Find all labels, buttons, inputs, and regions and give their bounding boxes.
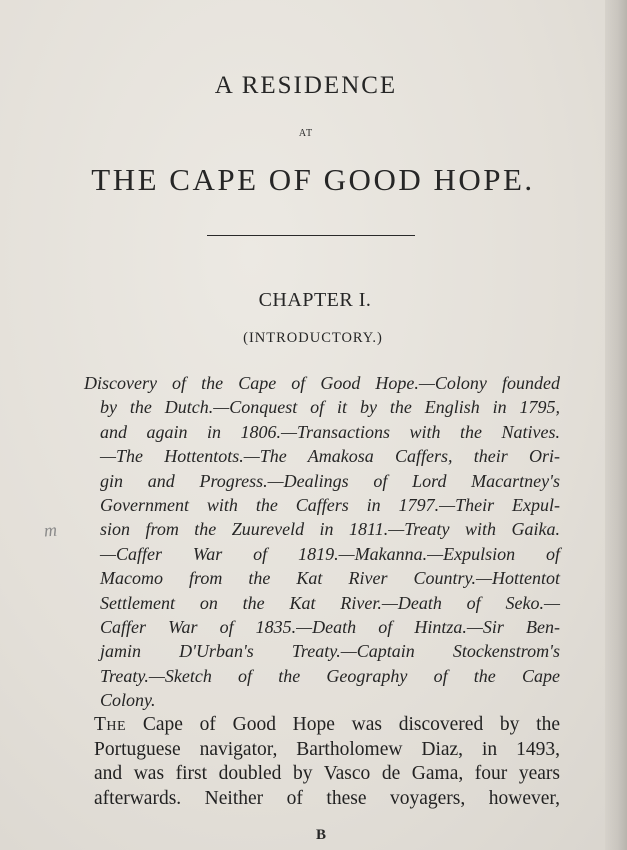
summary-line: Macomo from the Kat River Country.—Hottentot [100,568,560,589]
summary-line: by the Dutch.—Conquest of it by the English in 1795, [100,397,560,418]
summary-line: sion from the Zuureveld in 1811.—Treaty with Gaika. [100,519,560,540]
summary-line: —Caffer War of 1819.—Makanna.—Expulsion of [100,543,560,564]
summary-line: Caffer War of 1835.—Death of Hintza.—Sir Ben- [100,617,560,638]
summary-line: and again in 1806.—Transactions with the Natives. [100,421,560,442]
summary-line: —The Hottentots.—The Amakosa Caffers, their Ori- [100,446,560,467]
summary-line: gin and Progress.—Dealings of Lord Macartney's [100,470,560,491]
body-line-text: Cape of Good Hope was discovered by the [126,714,560,735]
body-line: and was first doubled by Vasco de Gama, four years [94,763,560,785]
chapter-heading: CHAPTER I. [258,289,372,311]
summary-line: Colony. [100,690,156,711]
summary-line: Government with the Caffers in 1797.—Their Expul- [100,495,560,516]
summary-line: jamin D'Urban's Treaty.—Captain Stockenstrom's [100,641,560,662]
chapter-summary [84,371,560,713]
title-line-at: AT [298,128,314,139]
body-line [94,713,560,738]
summary-line: Treaty.—Sketch of the Geography of the Cape [100,665,560,686]
body-line: afterwards. Neither of these voyagers, however, [94,787,560,809]
opening-word: The [94,714,127,735]
summary-line: Discovery of the Cape of Good Hope.—Colony founded [84,373,560,393]
summary-line: Settlement on the Kat River.—Death of Seko.— [100,592,560,613]
handwritten-margin-mark: m [43,519,58,541]
body-line: Portuguese navigator, Bartholomew Diaz, in 1493, [94,738,560,760]
body-paragraph [94,713,560,811]
signature-mark: B [316,827,327,843]
title-line-residence: A RESIDENCE [214,72,398,99]
chapter-subheading: (INTRODUCTORY.) [243,330,383,346]
title-divider-rule [207,235,415,236]
title-line-cape: THE CAPE OF GOOD HOPE. [91,162,535,197]
